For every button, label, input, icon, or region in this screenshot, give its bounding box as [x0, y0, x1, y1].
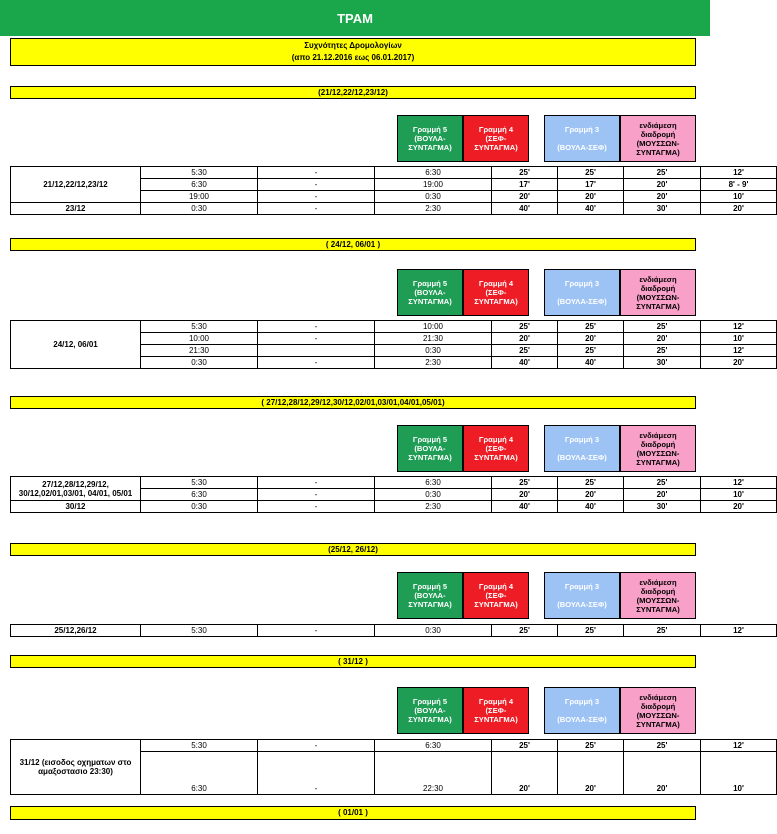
column-header-text: διαδρομή [640, 283, 676, 293]
interim-frequency: 12' [701, 477, 777, 489]
line5-frequency: 40' [492, 357, 558, 369]
start-time: 6:30 [141, 489, 258, 501]
column-header-text: (ΒΟΥΛΑ- [414, 134, 446, 143]
table-row [11, 203, 777, 215]
column-header-text: (ΣΕΦ- [485, 288, 507, 297]
line3-frequency: 30' [624, 203, 701, 215]
start-time: 5:30 [141, 625, 258, 637]
column-header-text: ΣΥΝΤΑΓΜΑ) [474, 143, 518, 152]
interim-frequency: 12' [701, 625, 777, 637]
end-time: 21:30 [375, 333, 492, 345]
subtitle-banner [10, 38, 696, 66]
end-time: 2:30 [375, 203, 492, 215]
line4-frequency: 20' [558, 333, 624, 345]
line-header-row [0, 269, 710, 316]
table-row [11, 167, 777, 179]
line-header-row [0, 687, 710, 734]
column-header-text: ΣΥΝΤΑΓΜΑ) [408, 453, 452, 462]
start-time: 5:30 [141, 321, 258, 333]
line3-frequency: 25' [624, 477, 701, 489]
day-label: 31/12 (εισοδος οχηματων στο αμαξοστασιο 23:30) [11, 740, 141, 795]
column-header-text: ΣΥΝΤΑΓΜΑ) [474, 600, 518, 609]
column-header-text: ΣΥΝΤΑΓΜΑ) [474, 453, 518, 462]
line3-frequency: 20' [624, 752, 701, 795]
interim-frequency: 12' [701, 740, 777, 752]
column-header-line3 [544, 687, 620, 734]
line4-frequency: 25' [558, 477, 624, 489]
dash: - [258, 501, 375, 513]
schedule-table [10, 739, 777, 795]
dash: - [258, 489, 375, 501]
end-time: 22:30 [375, 752, 492, 795]
interim-frequency: 20' [701, 203, 777, 215]
line5-frequency: 25' [492, 167, 558, 179]
start-time: 21:30 [141, 345, 258, 357]
line4-frequency: 40' [558, 501, 624, 513]
column-header-text: διαδρομή [640, 586, 676, 596]
column-header-text: (ΣΕΦ- [485, 591, 507, 600]
line3-frequency: 30' [624, 501, 701, 513]
period-banner: ( 24/12, 06/01 ) [10, 238, 696, 251]
interim-frequency: 12' [701, 345, 777, 357]
column-header-text: Γραμμή 5 [412, 435, 448, 444]
line4-frequency: 17' [558, 179, 624, 191]
column-header-text: ΣΥΝΤΑΓΜΑ) [636, 457, 680, 467]
end-time: 2:30 [375, 357, 492, 369]
start-time: 0:30 [141, 501, 258, 513]
column-header-text: (ΜΟΥΣΣΩΝ- [636, 448, 680, 458]
column-header-text: ΣΥΝΤΑΓΜΑ) [408, 600, 452, 609]
dash: - [258, 333, 375, 345]
end-time: 0:30 [375, 625, 492, 637]
column-header-line4 [463, 115, 529, 162]
column-header-text: (ΒΟΥΛΑ-ΣΕΦ) [557, 297, 607, 306]
column-header-line3 [544, 115, 620, 162]
column-header-text: ΣΥΝΤΑΓΜΑ) [474, 297, 518, 306]
dash: - [258, 625, 375, 637]
column-header-line3 [544, 572, 620, 619]
line4-frequency: 20' [558, 191, 624, 203]
column-header-interim [620, 425, 696, 472]
dash: - [258, 477, 375, 489]
end-time: 0:30 [375, 489, 492, 501]
line4-frequency: 25' [558, 321, 624, 333]
start-time: 10:00 [141, 333, 258, 345]
column-header-text: διαδρομή [640, 439, 676, 449]
line-header-row [0, 572, 710, 619]
table-row [11, 740, 777, 752]
interim-frequency: 10' [701, 191, 777, 203]
column-header-text [581, 444, 583, 453]
column-header-line4 [463, 572, 529, 619]
column-header-text: ενδιάμεση [639, 120, 677, 130]
column-header-text: Γραμμή 5 [412, 125, 448, 134]
start-time: 0:30 [141, 357, 258, 369]
interim-frequency: 10' [701, 752, 777, 795]
start-time: 0:30 [141, 203, 258, 215]
column-header-text: (ΣΕΦ- [485, 444, 507, 453]
line5-frequency: 25' [492, 740, 558, 752]
line3-frequency: 25' [624, 345, 701, 357]
column-header-text: (ΒΟΥΛΑ- [414, 444, 446, 453]
line4-frequency: 20' [558, 752, 624, 795]
column-header-interim [620, 572, 696, 619]
column-header-line4 [463, 425, 529, 472]
line3-frequency: 20' [624, 191, 701, 203]
subtitle-line-1: Συχνότητες Δρομολογίων [304, 41, 402, 50]
column-header-line3 [544, 425, 620, 472]
column-header-text: Γραμμή 3 [564, 435, 600, 444]
line-header-row [0, 115, 710, 162]
day-label: 24/12, 06/01 [11, 321, 141, 369]
line5-frequency: 40' [492, 501, 558, 513]
column-header-text: ενδιάμεση [639, 692, 677, 702]
period-banner: ( 27/12,28/12,29/12,30/12,02/01,03/01,04/01,05/01) [10, 396, 696, 409]
column-header-text: (ΜΟΥΣΣΩΝ- [636, 138, 680, 148]
column-header-text: Γραμμή 5 [412, 582, 448, 591]
page-title: ΤΡΑΜ [0, 0, 710, 36]
column-header-text: ενδιάμεση [639, 577, 677, 587]
column-header-line4 [463, 687, 529, 734]
column-header-text [581, 288, 583, 297]
column-header-text: Γραμμή 4 [478, 279, 514, 288]
column-header-text: διαδρομή [640, 129, 676, 139]
column-header-text: (ΒΟΥΛΑ-ΣΕΦ) [557, 143, 607, 152]
line4-frequency: 40' [558, 203, 624, 215]
line4-frequency: 25' [558, 345, 624, 357]
line4-frequency: 25' [558, 167, 624, 179]
dash: - [258, 179, 375, 191]
column-header-text: (ΜΟΥΣΣΩΝ- [636, 292, 680, 302]
interim-frequency: 20' [701, 501, 777, 513]
column-header-text: (ΒΟΥΛΑ- [414, 591, 446, 600]
start-time: 5:30 [141, 167, 258, 179]
end-time: 19:00 [375, 179, 492, 191]
schedule-table [10, 166, 777, 215]
column-header-text: (ΣΕΦ- [485, 706, 507, 715]
line5-frequency: 20' [492, 752, 558, 795]
line4-frequency: 25' [558, 740, 624, 752]
dash: - [258, 167, 375, 179]
column-header-text: (ΒΟΥΛΑ-ΣΕΦ) [557, 600, 607, 609]
line3-frequency: 20' [624, 489, 701, 501]
subtitle-line-2: (απο 21.12.2016 εως 06.01.2017) [291, 53, 415, 62]
interim-frequency: 10' [701, 489, 777, 501]
interim-frequency: 12' [701, 167, 777, 179]
end-time: 6:30 [375, 740, 492, 752]
column-header-line3 [544, 269, 620, 316]
column-header-text: Γραμμή 5 [412, 697, 448, 706]
line3-frequency: 20' [624, 179, 701, 191]
column-header-text: ΣΥΝΤΑΓΜΑ) [636, 301, 680, 311]
line5-frequency: 20' [492, 489, 558, 501]
end-time: 6:30 [375, 167, 492, 179]
column-header-text: ΣΥΝΤΑΓΜΑ) [636, 719, 680, 729]
dash: - [258, 357, 375, 369]
line4-frequency: 40' [558, 357, 624, 369]
column-header-line5 [397, 269, 463, 316]
interim-frequency: 8' - 9' [701, 179, 777, 191]
schedule-table [10, 320, 777, 369]
column-header-text: ενδιάμεση [639, 274, 677, 284]
column-header-line5 [397, 425, 463, 472]
period-banner: (21/12,22/12,23/12) [10, 86, 696, 99]
period-banner: ( 31/12 ) [10, 655, 696, 668]
line3-frequency: 30' [624, 357, 701, 369]
column-header-text: ΣΥΝΤΑΓΜΑ) [408, 143, 452, 152]
column-header-text: Γραμμή 4 [478, 125, 514, 134]
day-label: 27/12,28/12,29/12, 30/12,02/01,03/01, 04/01, 05/01 [11, 477, 141, 501]
table-row [11, 477, 777, 489]
column-header-text: (ΒΟΥΛΑ-ΣΕΦ) [557, 715, 607, 724]
start-time: 5:30 [141, 740, 258, 752]
column-header-text [581, 591, 583, 600]
schedule-table [10, 624, 777, 637]
column-header-text: Γραμμή 5 [412, 279, 448, 288]
line-header-row [0, 425, 710, 472]
column-header-text: ΣΥΝΤΑΓΜΑ) [636, 147, 680, 157]
column-header-text: ΣΥΝΤΑΓΜΑ) [474, 715, 518, 724]
line5-frequency: 17' [492, 179, 558, 191]
column-header-text: (ΒΟΥΛΑ-ΣΕΦ) [557, 453, 607, 462]
column-header-text: Γραμμή 4 [478, 697, 514, 706]
column-header-text: ΣΥΝΤΑΓΜΑ) [408, 297, 452, 306]
interim-frequency: 20' [701, 357, 777, 369]
end-time: 0:30 [375, 345, 492, 357]
dash: - [258, 203, 375, 215]
line4-frequency: 25' [558, 625, 624, 637]
end-time: 0:30 [375, 191, 492, 203]
column-header-text: (ΜΟΥΣΣΩΝ- [636, 595, 680, 605]
line5-frequency: 40' [492, 203, 558, 215]
line5-frequency: 25' [492, 321, 558, 333]
interim-frequency: 12' [701, 321, 777, 333]
column-header-text: (ΣΕΦ- [485, 134, 507, 143]
line3-frequency: 25' [624, 167, 701, 179]
column-header-text: ΣΥΝΤΑΓΜΑ) [636, 604, 680, 614]
column-header-text: Γραμμή 3 [564, 125, 600, 134]
table-row [11, 321, 777, 333]
line5-frequency: 25' [492, 625, 558, 637]
start-time: 19:00 [141, 191, 258, 203]
column-header-text: διαδρομή [640, 701, 676, 711]
line5-frequency: 25' [492, 477, 558, 489]
day-label: 21/12,22/12,23/12 [11, 167, 141, 203]
column-header-line5 [397, 687, 463, 734]
day-label: 23/12 [11, 203, 141, 215]
line3-frequency: 25' [624, 625, 701, 637]
column-header-text: ενδιάμεση [639, 430, 677, 440]
end-time: 2:30 [375, 501, 492, 513]
column-header-text: Γραμμή 4 [478, 582, 514, 591]
column-header-text: (ΒΟΥΛΑ- [414, 288, 446, 297]
column-header-line4 [463, 269, 529, 316]
end-time: 6:30 [375, 477, 492, 489]
start-time: 6:30 [141, 752, 258, 795]
column-header-text: ΣΥΝΤΑΓΜΑ) [408, 715, 452, 724]
dash: - [258, 752, 375, 795]
column-header-text: Γραμμή 3 [564, 697, 600, 706]
column-header-text: (ΒΟΥΛΑ- [414, 706, 446, 715]
line4-frequency: 20' [558, 489, 624, 501]
dash: - [258, 740, 375, 752]
column-header-text: Γραμμή 3 [564, 279, 600, 288]
column-header-line5 [397, 115, 463, 162]
line5-frequency: 20' [492, 191, 558, 203]
column-header-text [581, 134, 583, 143]
table-row [11, 501, 777, 513]
dash [258, 345, 375, 357]
start-time: 5:30 [141, 477, 258, 489]
interim-frequency: 10' [701, 333, 777, 345]
column-header-line5 [397, 572, 463, 619]
line5-frequency: 25' [492, 345, 558, 357]
column-header-interim [620, 269, 696, 316]
period-banner: (25/12, 26/12) [10, 543, 696, 556]
line3-frequency: 25' [624, 321, 701, 333]
day-label: 30/12 [11, 501, 141, 513]
start-time: 6:30 [141, 179, 258, 191]
footer-period-banner: ( 01/01 ) [10, 806, 696, 820]
schedule-table [10, 476, 777, 513]
line3-frequency: 25' [624, 740, 701, 752]
line5-frequency: 20' [492, 333, 558, 345]
end-time: 10:00 [375, 321, 492, 333]
column-header-interim [620, 115, 696, 162]
column-header-text [581, 706, 583, 715]
line3-frequency: 20' [624, 333, 701, 345]
table-row [11, 625, 777, 637]
dash: - [258, 191, 375, 203]
column-header-text: Γραμμή 4 [478, 435, 514, 444]
column-header-interim [620, 687, 696, 734]
column-header-text: Γραμμή 3 [564, 582, 600, 591]
column-header-text: (ΜΟΥΣΣΩΝ- [636, 710, 680, 720]
day-label: 25/12,26/12 [11, 625, 141, 637]
dash: - [258, 321, 375, 333]
